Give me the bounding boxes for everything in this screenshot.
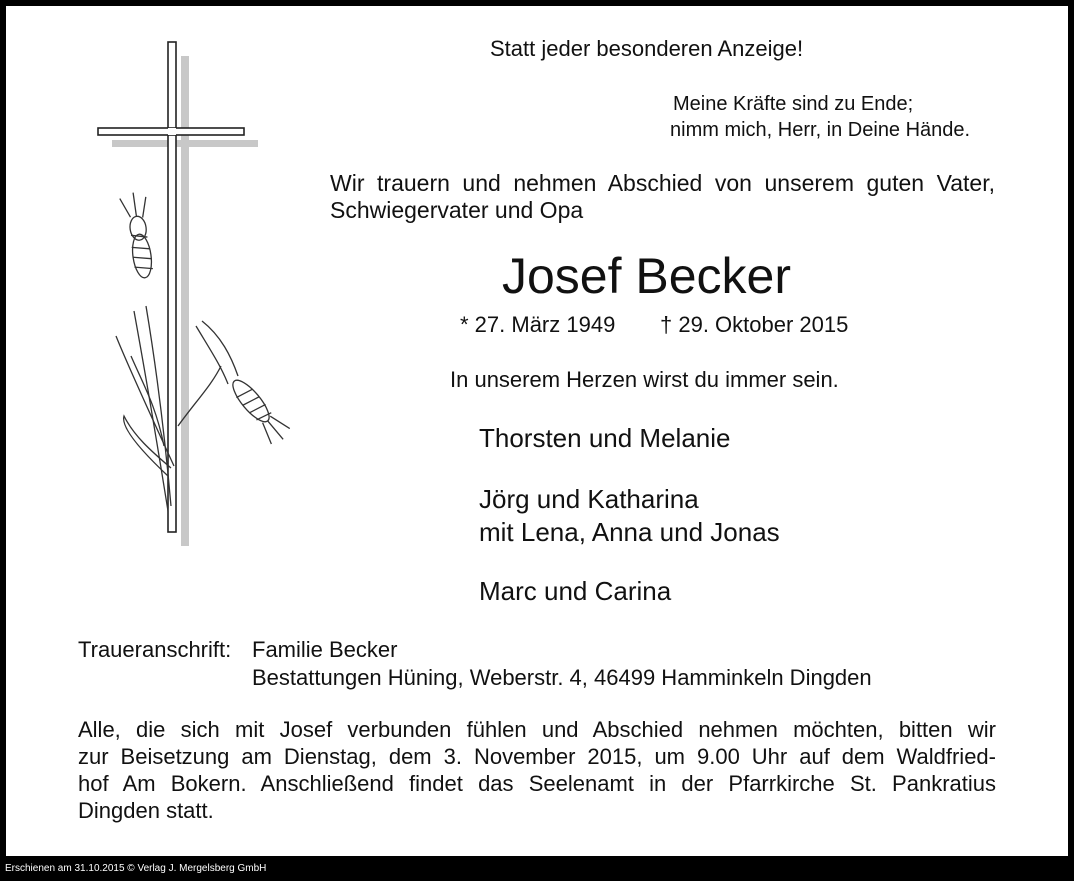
address-line-2: Bestattungen Hüning, Weberstr. 4, 46499 Hamminkeln Dingden [252,665,872,690]
funeral-text-line: Alle, die sich mit Josef verbunden fühlen und Abschied nehmen möchten, bitten wir [78,717,996,742]
death-date: † 29. Oktober 2015 [660,312,849,337]
address-label: Traueranschrift: [78,637,232,662]
heart-line: In unserem Herzen wirst du immer sein. [450,367,839,392]
family-member: mit Lena, Anna und Jonas [479,517,780,547]
birth-date: * 27. März 1949 [460,312,616,337]
funeral-text-line: hof Am Bokern. Anschließend findet das Seelenamt in der Pfarrkirche St. Pankratius [78,771,996,796]
wheat-ears-icon [116,191,292,511]
cross-with-wheat-illustration [6,6,306,566]
funeral-text-line: Dingden statt. [78,798,214,823]
mourning-line-2: Schwiegervater und Opa [330,197,584,223]
intro-line: Statt jeder besonderen Anzeige! [490,36,804,61]
verse-line-1: Meine Kräfte sind zu Ende; [673,93,914,115]
family-member: Jörg und Katharina [479,484,699,514]
family-member: Thorsten und Melanie [479,423,731,453]
verse-line-2: nimm mich, Herr, in Deine Hände. [670,119,971,141]
funeral-text-line: zur Beisetzung am Dienstag, dem 3. November 2015, um 9.00 Uhr auf dem Waldfried- [78,744,996,769]
obituary-card [6,6,1068,856]
address-line-1: Familie Becker [252,637,398,662]
family-member: Marc und Carina [479,576,672,606]
deceased-name: Josef Becker [502,248,792,304]
mourning-line-1: Wir trauern und nehmen Abschied von unserem guten Vater, [330,170,995,196]
publication-footer: Erschienen am 31.10.2015 © Verlag J. Mergelsberg GmbH [5,863,267,874]
